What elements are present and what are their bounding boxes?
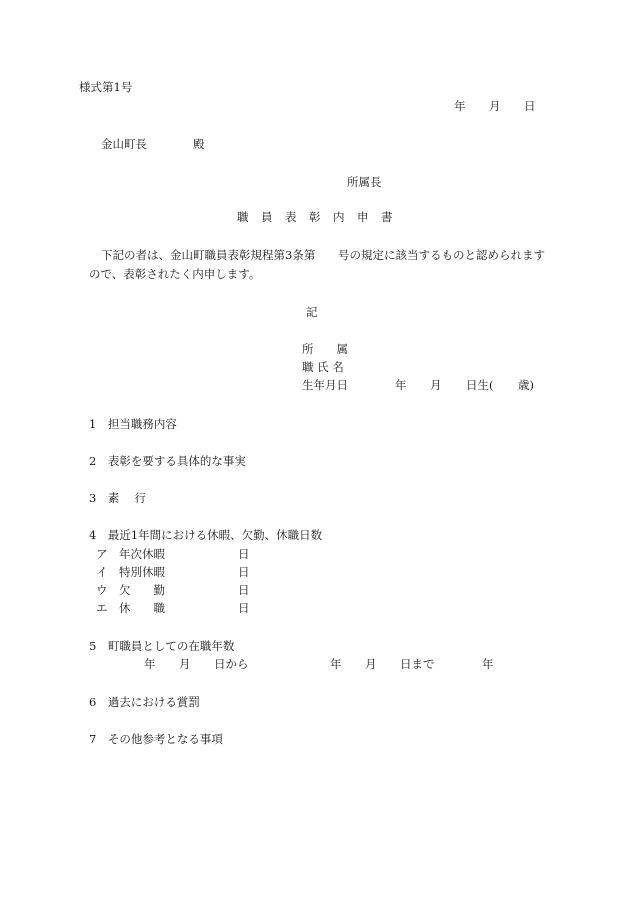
date-day-label: 日 [524,99,536,113]
birth-age-label: 歳) [518,378,534,392]
birth-label: 生年月日 [302,378,348,392]
date-month-label: 月 [489,99,501,113]
body-line-1b: 号の規定に該当するものと認められます [338,248,545,262]
name-label: 職 氏 名 [302,360,344,374]
leave-special-unit: 日 [238,565,250,579]
birth-year-label: 年 [395,378,407,392]
document-title: 職 員 表 彰 内 申 書 [237,210,393,224]
date-year-label: 年 [454,99,466,113]
item-6: 6 過去における賞罰 [89,695,200,709]
birth-month-label: 月 [430,378,442,392]
tenure-total-years: 年 [482,657,494,671]
item-7: 7 その他参考となる事項 [89,732,223,746]
suspension-unit: 日 [238,601,250,615]
absence-label: ウ 欠 勤 [96,583,165,597]
item-5: 5 町職員としての在職年数 [89,639,235,653]
item-4: 4 最近1年間における休暇、欠勤、休職日数 [89,528,323,542]
sender-label: 所属長 [347,175,382,189]
item-2: 2 表彰を要する具体的な事実 [89,454,246,468]
addressee-name: 金山町長 [101,137,147,151]
form-number: 様式第1号 [79,80,133,94]
suspension-label: エ 休 職 [96,601,165,615]
body-line-2: ので、表彰されたく内申します。 [89,267,261,281]
leave-annual-label: ア 年次休暇 [96,547,165,561]
item-3: 3 素 行 [89,491,146,505]
tenure-from-day: 日から [214,657,249,671]
addressee-honorific: 殿 [193,137,205,151]
tenure-to-month: 月 [365,657,377,671]
ki-label: 記 [306,305,318,319]
birth-day-label: 日生( [466,378,494,392]
tenure-from-year: 年 [144,657,156,671]
absence-unit: 日 [238,583,250,597]
leave-special-label: イ 特別休暇 [96,565,165,579]
leave-annual-unit: 日 [238,547,250,561]
body-line-1a: 下記の者は、金山町職員表彰規程第3条第 [101,248,316,262]
item-1: 1 担当職務内容 [89,417,177,431]
tenure-to-day: 日まで [400,657,435,671]
tenure-from-month: 月 [179,657,191,671]
tenure-to-year: 年 [330,657,342,671]
affiliation-label: 所 属 [302,342,348,356]
